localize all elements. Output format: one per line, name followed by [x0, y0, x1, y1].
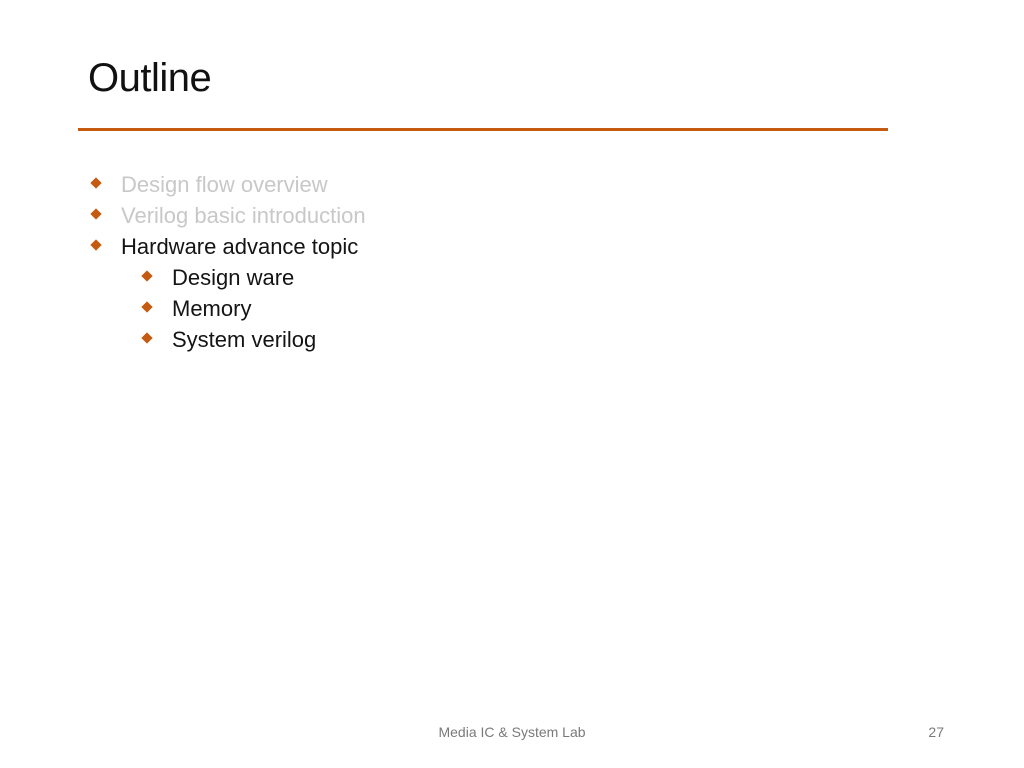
- diamond-bullet-icon: [90, 208, 101, 219]
- diamond-bullet-icon: [90, 177, 101, 188]
- outline-item-label: Verilog basic introduction: [121, 203, 366, 228]
- diamond-bullet-icon: [90, 239, 101, 250]
- footer-lab-name: Media IC & System Lab: [438, 724, 586, 740]
- diamond-bullet-icon: [141, 270, 152, 281]
- diamond-bullet-icon: [141, 332, 152, 343]
- outline-subitem-label: Memory: [172, 296, 252, 321]
- outline-subitem-label: Design ware: [172, 265, 295, 290]
- page-number: 27: [928, 724, 944, 740]
- outline-subitem-label: System verilog: [172, 327, 317, 352]
- title-divider: [78, 128, 888, 131]
- diamond-bullet-icon: [141, 301, 152, 312]
- outline-item-label: Design flow overview: [121, 172, 328, 197]
- slide-title: Outline: [88, 56, 212, 100]
- outline-item-label: Hardware advance topic: [121, 234, 359, 259]
